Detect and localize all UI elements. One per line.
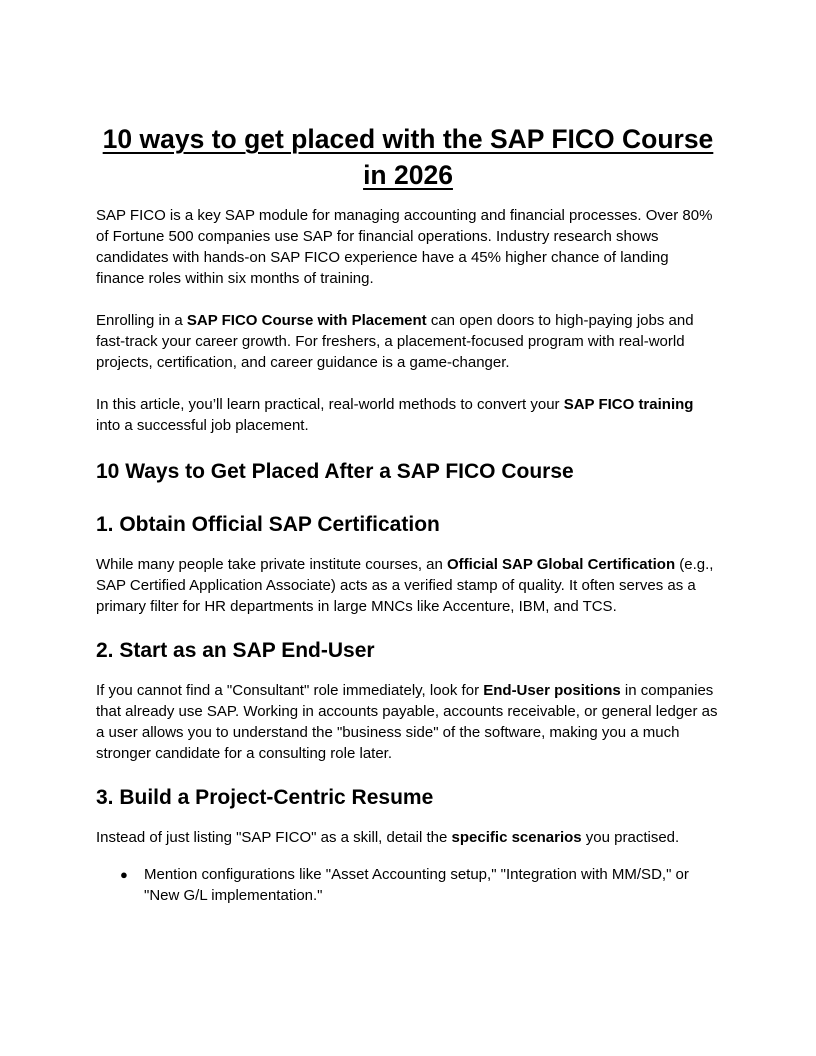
page-title: 10 ways to get placed with the SAP FICO Course in 2026 [102, 124, 714, 190]
section-3-post: you practised. [581, 829, 680, 846]
list-item-text: Mention configurations like "Asset Accounting setup," "Integration with MM/SD," or "New G/L implementation." [144, 866, 689, 904]
list-item [120, 864, 720, 906]
section-3-bullet-list [96, 864, 720, 906]
section-1-heading: 1. Obtain Official SAP Certification [96, 513, 440, 536]
document-page [96, 121, 720, 906]
section-3-bold: specific scenarios [451, 829, 582, 846]
intro-p3-pre: In this article, you’ll learn practical, real-world methods to convert your [96, 396, 564, 413]
section-1-post: (e.g., SAP Certified Application Associate) acts as a verified stamp of quality. It often serves as a primary filter for HR departments in large MNCs like Accenture, IBM, and TCS. [96, 556, 714, 615]
intro-p2-bold: SAP FICO Course with Placement [186, 312, 427, 329]
section-1-paragraph [96, 554, 720, 617]
intro-p3-bold: SAP FICO training [563, 396, 694, 413]
bullet-icon: ● [120, 867, 128, 882]
intro-p2-pre: Enrolling in a [96, 312, 187, 329]
intro-p3-post: into a successful job placement. [96, 417, 309, 434]
section-3-paragraph [96, 827, 720, 848]
section-2-heading: 2. Start as an SAP End-User [96, 639, 375, 662]
section-3-heading: 3. Build a Project-Centric Resume [96, 786, 434, 809]
intro-paragraph-3 [96, 394, 720, 436]
intro-paragraph-1: SAP FICO is a key SAP module for managing accounting and financial processes. Over 80% of Fortune 500 companies use SAP for financial operations. Industry research shows candidates with hands-on SAP FICO experience have a 45% higher chance of landing finance roles within six months of training. [96, 207, 713, 287]
intro-paragraph-2 [96, 310, 720, 373]
section-2-pre: If you cannot find a "Consultant" role immediately, look for [96, 682, 484, 699]
section-2-post: in companies that already use SAP. Working in accounts payable, accounts receivable, or general ledger as a user allows you to understand the "business side" of the software, making you a much stronger candidate for a consulting role later. [96, 682, 718, 762]
subheading: 10 Ways to Get Placed After a SAP FICO Course [96, 460, 574, 483]
section-2-bold: End-User positions [483, 682, 621, 699]
intro-p2-post: can open doors to high-paying jobs and fast-track your career growth. For freshers, a placement-focused program with real-world projects, certification, and career guidance is a game-changer. [96, 312, 694, 371]
section-1-bold: Official SAP Global Certification [447, 556, 676, 573]
section-1-pre: While many people take private institute courses, an [96, 556, 448, 573]
section-2-paragraph [96, 680, 720, 764]
section-3-pre: Instead of just listing "SAP FICO" as a skill, detail the [96, 829, 452, 846]
